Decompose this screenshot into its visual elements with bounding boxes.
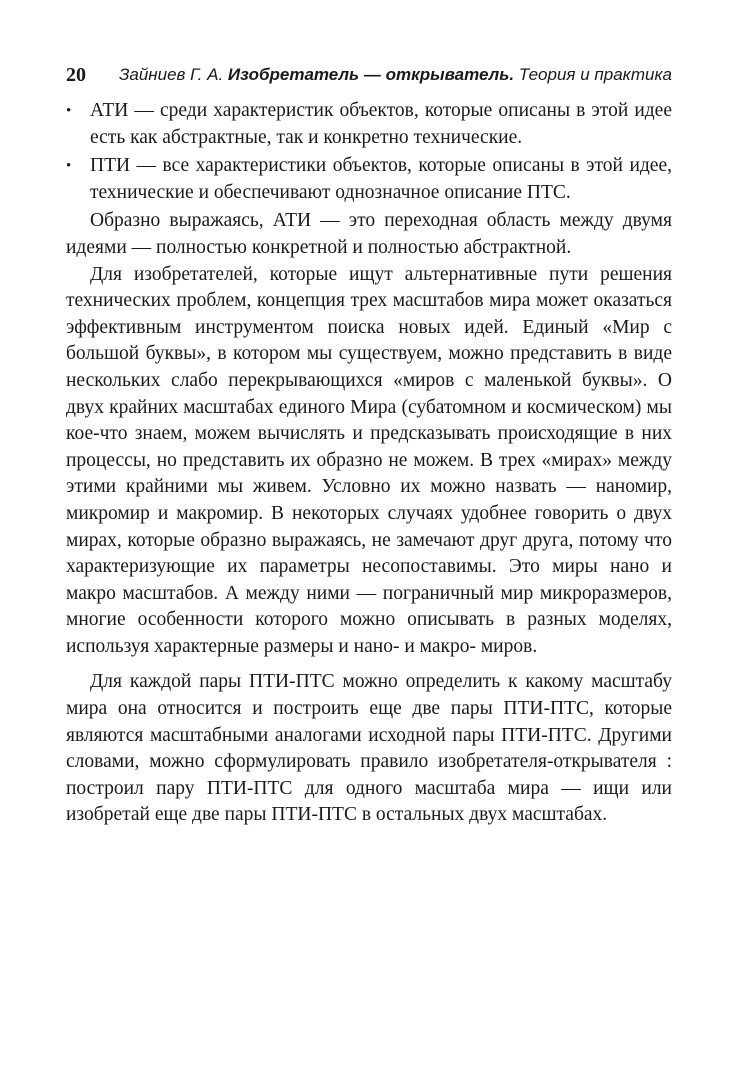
running-title-main: Изобретатель — открыватель. (227, 65, 515, 84)
bullet-item-pti (66, 153, 672, 206)
bullet-icon: • (66, 158, 72, 175)
running-title-author: Зайниев Г. А. (118, 65, 228, 84)
bullet-text: ПТИ — все характеристики объектов, которые описаны в этой идее, технические и обеспечивают однозначное описание ПТС. (90, 155, 672, 203)
page-body (66, 98, 672, 829)
running-title (119, 62, 672, 88)
bullet-list (66, 98, 672, 206)
page-header (66, 62, 672, 88)
running-title-rest: Теория и практика (514, 65, 672, 84)
bullet-text: АТИ — среди характеристик объектов, которые описаны в этой идее есть как абстрактные, так и конкретно технические. (90, 100, 672, 148)
bullet-icon: • (66, 103, 72, 119)
page-number: 20 (66, 64, 86, 86)
paragraph-three-scales: Для изобретателей, которые ищут альтернативные пути решения технических проблем, концепция трех масштабов мира может оказаться эффективным инструментом поиска новых идей. Единый «Мир с большой буквы», в котором мы существуем, можно представить в виде нескольких слабо перекрывающихся «миров с маленькой буквы». О двух крайних масштабах единого Мира (субатомном и космическом) мы кое-что знаем, можем вычислять и предсказывать происходящие в них процессы, но представить их образно не можем. В трех «мирах» между этими крайними мы живем. Условно их можно назвать — наномир, микромир и макромир. В некоторых случаях удобнее говорить о двух мирах, которые образно выражаясь, не замечают друг друга, потому что характеризующие их параметры несопоставимы. Это миры нано и макро масштабов. А между ними — пограничный мир микроразмеров, многие особенности которого можно описывать в разных моделях, используя характерные размеры и нано- и макро- миров. (66, 263, 672, 657)
bullet-item-ati (66, 98, 672, 151)
paragraph-ati-definition: Образно выражаясь, АТИ — это переходная область между двумя идеями — полностью конкретной и полностью абстрактной. (66, 210, 672, 258)
paragraph-inventor-rule: Для каждой пары ПТИ-ПТС можно определить к какому масштабу мира она относится и построить еще две пары ПТИ-ПТС, которые являются масштабными аналогами исходной пары ПТИ-ПТС. Другими словами, можно сформулировать правило изобретателя-открывателя : построил пару ПТИ-ПТС для одного масштаба мира — ищи или изобретай еще две пары ПТИ-ПТС в остальных двух масштабах. (66, 671, 672, 826)
